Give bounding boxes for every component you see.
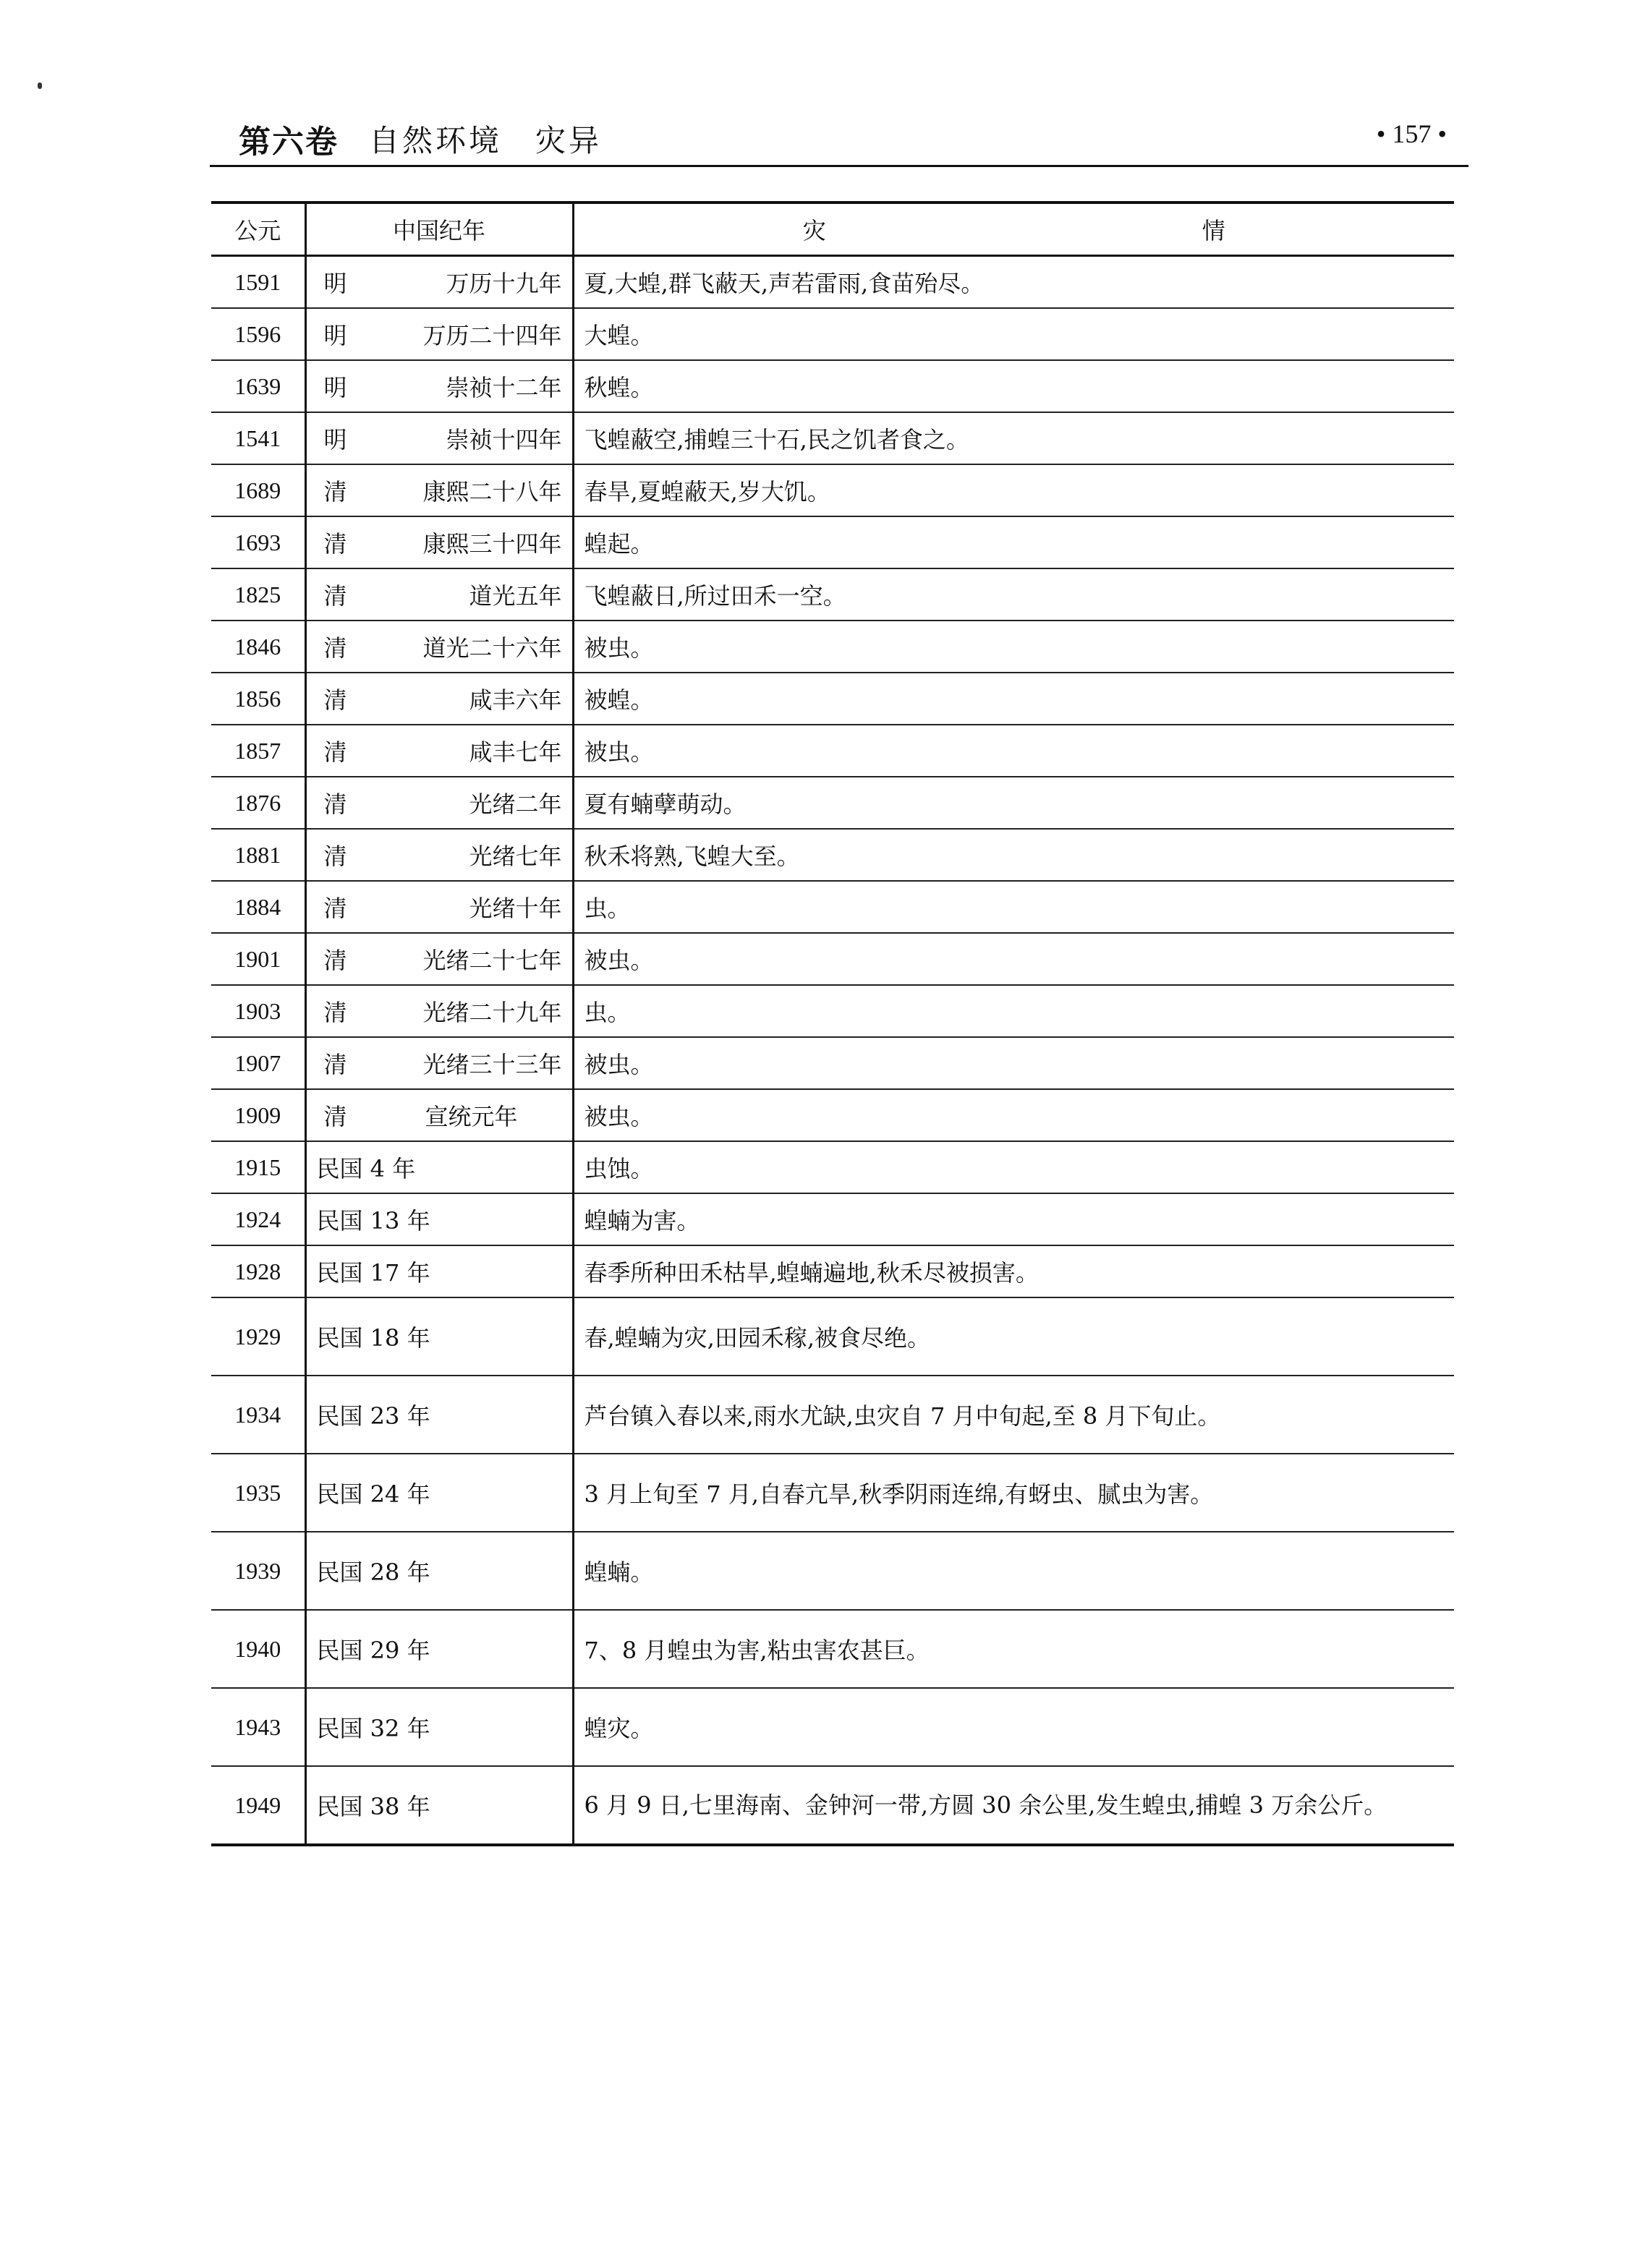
row-year: 1857 bbox=[211, 725, 305, 777]
row-year: 1596 bbox=[211, 308, 305, 360]
row-reign: 崇祯十二年 bbox=[446, 374, 562, 401]
row-era bbox=[305, 621, 573, 673]
table-row bbox=[211, 1766, 1454, 1845]
row-dynasty: 明 bbox=[323, 426, 347, 453]
row-desc: 虫。 bbox=[573, 985, 1454, 1037]
table-row bbox=[211, 1245, 1454, 1297]
column-header-desc-part1: 灾 bbox=[802, 217, 826, 244]
table-row bbox=[211, 933, 1454, 985]
row-era bbox=[305, 933, 573, 985]
table-row bbox=[211, 256, 1454, 309]
row-era bbox=[305, 412, 573, 464]
row-era: 民国 29 年 bbox=[305, 1610, 573, 1688]
table-row bbox=[211, 308, 1454, 360]
table-row bbox=[211, 985, 1454, 1037]
row-era: 民国 18 年 bbox=[305, 1297, 573, 1376]
row-year: 1935 bbox=[211, 1454, 305, 1532]
table-row bbox=[211, 1141, 1454, 1193]
row-reign: 崇祯十四年 bbox=[446, 426, 562, 453]
table-row bbox=[211, 1532, 1454, 1610]
row-desc: 被虫。 bbox=[573, 1089, 1454, 1141]
row-reign: 万历二十四年 bbox=[422, 322, 562, 349]
row-reign: 宣统元年 bbox=[425, 1103, 518, 1130]
row-desc: 蝗蝻为害。 bbox=[573, 1193, 1454, 1245]
table-row bbox=[211, 1193, 1454, 1245]
row-reign: 光绪二年 bbox=[469, 790, 562, 818]
table-body bbox=[211, 256, 1454, 1846]
row-desc: 春,蝗蝻为灾,田园禾稼,被食尽绝。 bbox=[573, 1297, 1454, 1376]
row-dynasty: 清 bbox=[323, 999, 347, 1026]
row-reign: 光绪三十三年 bbox=[422, 1051, 562, 1078]
table-row bbox=[211, 777, 1454, 829]
table-row bbox=[211, 829, 1454, 881]
row-year: 1928 bbox=[211, 1245, 305, 1297]
row-dynasty: 清 bbox=[323, 790, 347, 818]
row-dynasty: 清 bbox=[323, 1103, 347, 1130]
row-desc: 被虫。 bbox=[573, 1037, 1454, 1089]
row-year: 1884 bbox=[211, 881, 305, 933]
column-header-desc bbox=[573, 202, 1454, 256]
row-dynasty: 清 bbox=[323, 1051, 347, 1078]
row-year: 1591 bbox=[211, 256, 305, 309]
row-desc: 飞蝗蔽日,所过田禾一空。 bbox=[573, 568, 1454, 621]
row-reign: 咸丰七年 bbox=[469, 738, 562, 766]
row-era bbox=[305, 881, 573, 933]
row-year: 1943 bbox=[211, 1688, 305, 1766]
row-dynasty: 明 bbox=[323, 374, 347, 401]
row-year: 1901 bbox=[211, 933, 305, 985]
row-desc: 飞蝗蔽空,捕蝗三十石,民之饥者食之。 bbox=[573, 412, 1454, 464]
table-row bbox=[211, 725, 1454, 777]
row-era bbox=[305, 360, 573, 412]
row-year: 1915 bbox=[211, 1141, 305, 1193]
header-rule bbox=[210, 165, 1468, 167]
row-desc: 被虫。 bbox=[573, 725, 1454, 777]
row-era bbox=[305, 256, 573, 309]
row-year: 1693 bbox=[211, 516, 305, 568]
row-year: 1939 bbox=[211, 1532, 305, 1610]
row-dynasty: 清 bbox=[323, 530, 347, 558]
page-number: • 157 • bbox=[1376, 119, 1447, 148]
table-row bbox=[211, 1297, 1454, 1376]
row-reign: 康熙三十四年 bbox=[422, 530, 562, 558]
row-year: 1541 bbox=[211, 412, 305, 464]
row-era: 民国 24 年 bbox=[305, 1454, 573, 1532]
row-desc: 大蝗。 bbox=[573, 308, 1454, 360]
row-era bbox=[305, 777, 573, 829]
row-desc: 春季所种田禾枯旱,蝗蝻遍地,秋禾尽被损害。 bbox=[573, 1245, 1454, 1297]
table-row bbox=[211, 360, 1454, 412]
table-row bbox=[211, 881, 1454, 933]
row-era bbox=[305, 725, 573, 777]
table-row bbox=[211, 1089, 1454, 1141]
row-dynasty: 清 bbox=[323, 738, 347, 766]
row-era bbox=[305, 568, 573, 621]
table-row bbox=[211, 412, 1454, 464]
row-desc: 芦台镇入春以来,雨水尤缺,虫灾自 7 月中旬起,至 8 月下旬止。 bbox=[573, 1376, 1454, 1454]
table-row bbox=[211, 673, 1454, 725]
row-year: 1903 bbox=[211, 985, 305, 1037]
row-desc: 被虫。 bbox=[573, 621, 1454, 673]
table-row bbox=[211, 516, 1454, 568]
row-year: 1846 bbox=[211, 621, 305, 673]
row-era bbox=[305, 829, 573, 881]
row-year: 1949 bbox=[211, 1766, 305, 1845]
row-desc: 秋禾将熟,飞蝗大至。 bbox=[573, 829, 1454, 881]
row-desc: 被虫。 bbox=[573, 933, 1454, 985]
table-row bbox=[211, 1688, 1454, 1766]
column-header-era: 中国纪年 bbox=[305, 202, 573, 256]
row-era bbox=[305, 985, 573, 1037]
row-era bbox=[305, 464, 573, 516]
row-era: 民国 32 年 bbox=[305, 1688, 573, 1766]
row-dynasty: 清 bbox=[323, 895, 347, 922]
row-desc: 夏有蝻孽萌动。 bbox=[573, 777, 1454, 829]
row-era bbox=[305, 308, 573, 360]
row-desc: 虫。 bbox=[573, 881, 1454, 933]
volume-title: 第六卷 bbox=[239, 124, 339, 161]
table-row bbox=[211, 1610, 1454, 1688]
row-dynasty: 清 bbox=[323, 947, 347, 974]
column-header-desc-part2: 情 bbox=[1202, 217, 1225, 244]
table-row bbox=[211, 621, 1454, 673]
row-year: 1907 bbox=[211, 1037, 305, 1089]
row-dynasty: 清 bbox=[323, 686, 347, 714]
row-desc: 夏,大蝗,群飞蔽天,声若雷雨,食苗殆尽。 bbox=[573, 256, 1454, 309]
row-dynasty: 清 bbox=[323, 843, 347, 870]
row-desc: 蝗蝻。 bbox=[573, 1532, 1454, 1610]
row-dynasty: 清 bbox=[323, 634, 347, 662]
column-header-year: 公元 bbox=[211, 202, 305, 256]
row-year: 1639 bbox=[211, 360, 305, 412]
row-year: 1940 bbox=[211, 1610, 305, 1688]
table-row bbox=[211, 1454, 1454, 1532]
disaster-table bbox=[211, 201, 1454, 1846]
row-dynasty: 清 bbox=[323, 478, 347, 506]
row-year: 1856 bbox=[211, 673, 305, 725]
row-dynasty: 明 bbox=[323, 270, 347, 297]
table-row bbox=[211, 464, 1454, 516]
row-desc: 蝗灾。 bbox=[573, 1688, 1454, 1766]
row-desc: 蝗起。 bbox=[573, 516, 1454, 568]
row-reign: 光绪七年 bbox=[469, 843, 562, 870]
row-reign: 万历十九年 bbox=[446, 270, 562, 297]
row-desc: 3 月上旬至 7 月,自春亢旱,秋季阴雨连绵,有蚜虫、腻虫为害。 bbox=[573, 1454, 1454, 1532]
row-desc: 被蝗。 bbox=[573, 673, 1454, 725]
row-era bbox=[305, 1089, 573, 1141]
row-year: 1929 bbox=[211, 1297, 305, 1376]
row-reign: 道光五年 bbox=[469, 582, 562, 610]
page-header bbox=[239, 108, 1447, 166]
row-reign: 道光二十六年 bbox=[422, 634, 562, 662]
row-dynasty: 清 bbox=[323, 582, 347, 610]
row-era: 民国 13 年 bbox=[305, 1193, 573, 1245]
row-era bbox=[305, 673, 573, 725]
row-year: 1689 bbox=[211, 464, 305, 516]
scan-speck bbox=[38, 82, 42, 89]
row-reign: 光绪二十九年 bbox=[422, 999, 562, 1026]
row-reign: 康熙二十八年 bbox=[422, 478, 562, 506]
row-year: 1876 bbox=[211, 777, 305, 829]
row-year: 1909 bbox=[211, 1089, 305, 1141]
row-era: 民国 38 年 bbox=[305, 1766, 573, 1845]
row-era: 民国 17 年 bbox=[305, 1245, 573, 1297]
row-era bbox=[305, 516, 573, 568]
row-desc: 秋蝗。 bbox=[573, 360, 1454, 412]
table-row bbox=[211, 1037, 1454, 1089]
row-desc: 7、8 月蝗虫为害,粘虫害农甚巨。 bbox=[573, 1610, 1454, 1688]
section-title: 自然环境 灾异 bbox=[369, 123, 603, 158]
row-dynasty: 明 bbox=[323, 322, 347, 349]
row-era: 民国 23 年 bbox=[305, 1376, 573, 1454]
row-year: 1825 bbox=[211, 568, 305, 621]
table-header bbox=[211, 202, 1454, 256]
row-desc: 春旱,夏蝗蔽天,岁大饥。 bbox=[573, 464, 1454, 516]
row-year: 1924 bbox=[211, 1193, 305, 1245]
row-desc: 虫蚀。 bbox=[573, 1141, 1454, 1193]
table-row bbox=[211, 1376, 1454, 1454]
row-reign: 光绪十年 bbox=[469, 895, 562, 922]
row-reign: 咸丰六年 bbox=[469, 686, 562, 714]
row-desc: 6 月 9 日,七里海南、金钟河一带,方圆 30 余公里,发生蝗虫,捕蝗 3 万余公斤。 bbox=[573, 1766, 1454, 1845]
row-year: 1881 bbox=[211, 829, 305, 881]
row-era: 民国 4 年 bbox=[305, 1141, 573, 1193]
row-era: 民国 28 年 bbox=[305, 1532, 573, 1610]
row-year: 1934 bbox=[211, 1376, 305, 1454]
table-row bbox=[211, 568, 1454, 621]
row-era bbox=[305, 1037, 573, 1089]
row-reign: 光绪二十七年 bbox=[422, 947, 562, 974]
